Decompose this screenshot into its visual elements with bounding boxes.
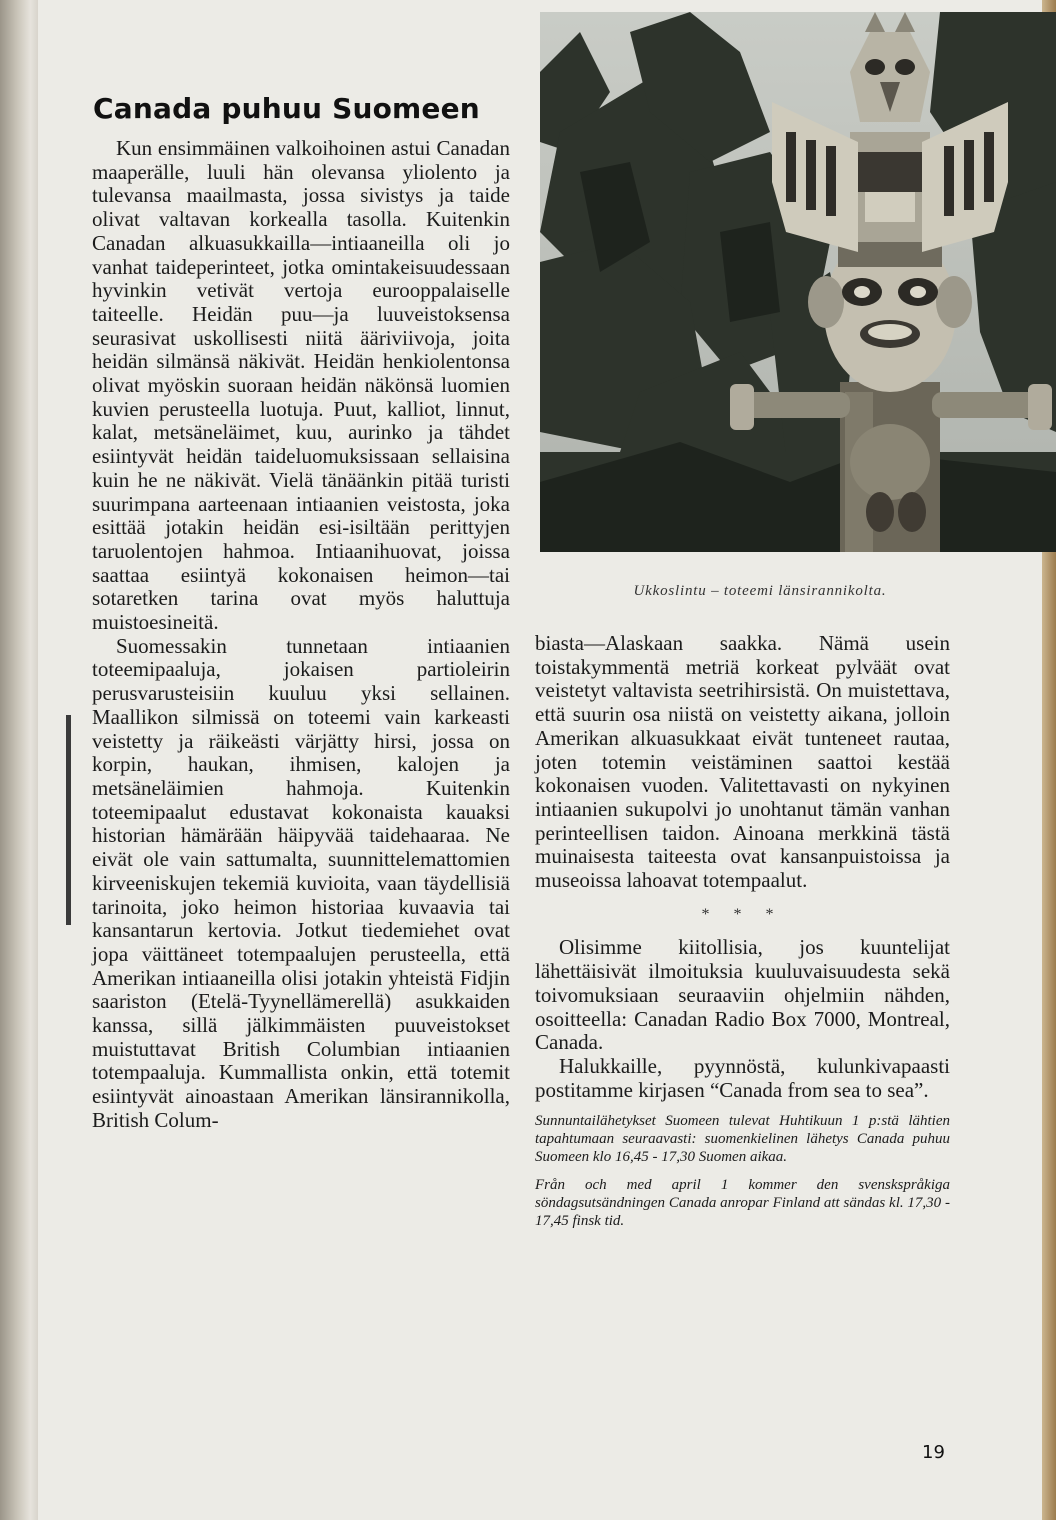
paragraph-3: biasta—Alaskaan saakka. Nämä usein toistakymmentä metriä korkeat pylväät ovat veistetyt valtavista seetrihirsistä. On muistettava, että suurin osa niistä on veistetty aikana, jolloin Amerikan alkuasukkaat eivät tunteneet rautaa, joten totemin veistäminen saattoi kestää kokonaisen vuoden. Valitettavasti on nykyinen intiaanien sukupolvi jo unohtanut tämän vanhan perinteellisen taidon. Ainoana merkkinä tästä muinaisesta taiteesta ovat kansanpuistoissa ja museoissa lahoavat totempaalut. bbox=[535, 631, 950, 893]
totem-illustration bbox=[540, 12, 1056, 552]
paragraph-5: Halukkaille, pyynnöstä, kulunkivapaasti postitamme kirjasen “Canada from sea to sea”. bbox=[535, 1053, 950, 1102]
binding-edge bbox=[0, 0, 38, 1520]
article-title: Canada puhuu Suomeen bbox=[93, 92, 480, 125]
broadcast-note-swedish: Från och med april 1 kommer den svenskspråkiga söndagsutsändningen Canada anropar Finland att sändas kl. 17,30 - 17,45 finsk tid. bbox=[535, 1177, 950, 1230]
paragraph-1: Kun ensimmäinen valkoihoinen astui Canadan maaperälle, luuli hän olevansa yliolento ja tulevansa maailmasta, jossa sivistys ja taide olivat valtavan korkealla tasolla. Kuitenkin Canadan alkuasukkailla—intiaaneilla oli jo vanhat taideperinteet, jotka omintakeisuudessaan hyvinkin vetivät vertoja eurooppalaiselle taiteelle. Heidän puu—ja luuveistoksensa seurasivat uskollisesti niitä ääriviivoja, joita heidän silmänsä näkivät. Heidän henkiolentonsa olivat myöskin suoraan heidän näkönsä luomien kuvien perusteella luotuja. Puut, kalliot, linnut, kalat, metsäneläimet, kuu, aurinko ja tähdet esiintyvät heidän taideluomuksissaan sellaisina kuin he ne näkivät. Vielä tänäänkin pitää turisti suurimpana aarteenaan intiaanien veistosta, joka esittää jotakin heidän esi-isiltään perittyjen taruolentojen hahmoa. Intiaanihuovat, joissa saattaa esiintyä kokonaisen heimon—tai sotaretken tarina ovat myös haluttuja muistoesineitä. bbox=[92, 136, 510, 635]
margin-marker bbox=[66, 715, 71, 925]
broadcast-note-finnish: Sunnuntailähetykset Suomeen tulevat Huhtikuun 1 p:stä lähtien tapahtumaan seuraavasti: suomenkielinen lähetys Canada puhuu Suomeen klo 16,45 - 17,30 Suomen aikaa. bbox=[535, 1113, 950, 1166]
left-column bbox=[92, 137, 510, 1133]
photo-caption: Ukkoslintu – toteemi länsirannikolta. bbox=[633, 583, 887, 599]
right-column bbox=[535, 632, 950, 1230]
paragraph-4: Olisimme kiitollisia, jos kuuntelijat lähettäisivät ilmoituksia kuuluvaisuudesta sekä toivomuksiaan seuraaviin ohjelmiin nähden, osoitteella: Canadan Radio Box 7000, Montreal, Canada. bbox=[535, 935, 950, 1055]
totem-photo bbox=[540, 12, 1056, 552]
section-separator: * * * bbox=[701, 905, 784, 923]
paragraph-2: Suomessakin tunnetaan intiaanien toteemipaaluja, jokaisen partioleirin perusvarusteisiin kuuluu yksi sellainen. Maallikon silmissä on toteemi vain karkeasti veistetty ja räikeästi värjätty hirsi, jossa on korpin, haukan, ihmisen, kalojen ja metsäneläimien hahmoja. Kuitenkin toteemipaalut edustavat kokonaista kauaksi historian hämärään häipyvää taidehaaraa. Ne eivät ole vain sattumalta, suunnittelemattomien kirveeniskujen tekemiä kuvioita, vaan täydellisiä tarinoita, joko heimon historiaa kuvaavia tai kansantarun kertovia. Jotkut tiedemiehet ovat jopa väittäneet totempaalujen perusteella, että Amerikan intiaaneilla olisi jotakin yhteistä Fidjin saariston (Etelä-Tyynellämerellä) asukkaiden kanssa, sillä jälkimmäisten puuveistokset muistuttavat British Columbian intiaanien totempaaluja. Kummallista onkin, että totemit esiintyvät ainoastaan Amerikan länsirannikolla, British Colum- bbox=[92, 633, 510, 1132]
page-number: 19 bbox=[922, 1442, 945, 1463]
